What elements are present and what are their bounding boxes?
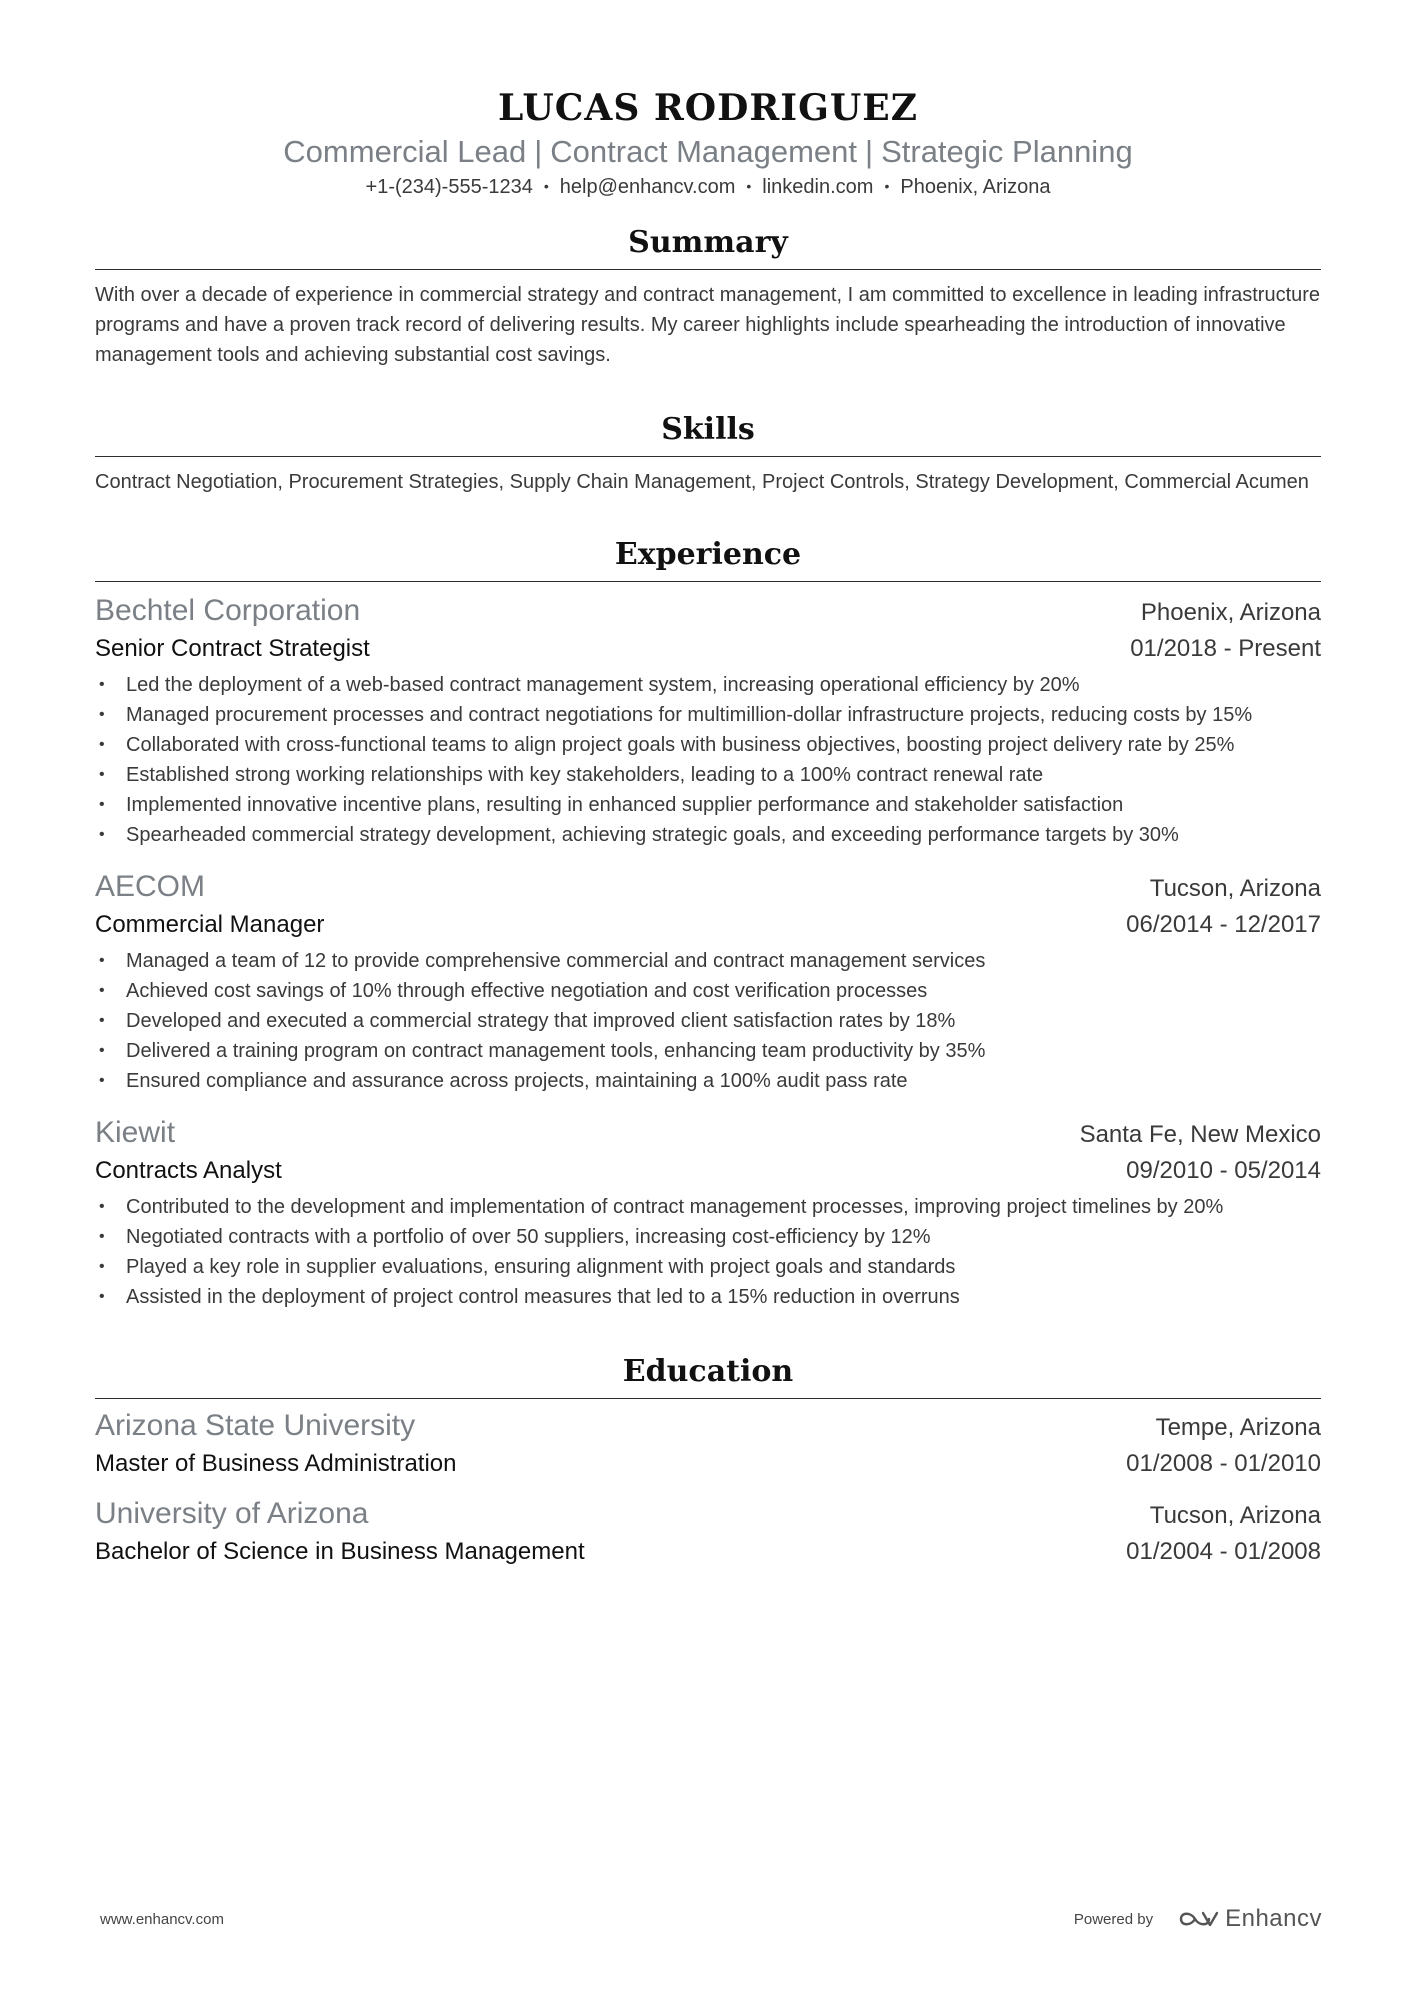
enhancv-logo[interactable]: [1179, 1905, 1322, 1933]
contact-phone[interactable]: +1-(234)-555-1234: [365, 176, 533, 198]
education-dates: 01/2008 - 01/2010: [1126, 1449, 1321, 1477]
entry-subheader-row: [95, 1533, 1321, 1571]
job-location: Tucson, Arizona: [1149, 874, 1321, 902]
school-location: Tempe, Arizona: [1155, 1413, 1321, 1441]
experience-entry: [95, 592, 1321, 850]
education-entry: [95, 1407, 1321, 1483]
achievement-list: [95, 946, 1321, 1096]
contact-linkedin[interactable]: linkedin.com: [762, 176, 874, 198]
enhancv-logo-icon: [1179, 1908, 1219, 1930]
section-title-summary: Summary: [95, 223, 1321, 270]
headline-separator: |: [865, 134, 874, 169]
page-footer: [100, 1905, 1322, 1933]
job-dates: 06/2014 - 12/2017: [1126, 910, 1321, 938]
job-title: Senior Contract Strategist: [95, 634, 370, 662]
entry-subheader-row: [95, 1445, 1321, 1483]
job-title: Commercial Manager: [95, 910, 325, 938]
achievement-list: [95, 1192, 1321, 1312]
contact-separator: •: [746, 177, 752, 194]
achievement-item: • Ensured compliance and assurance across projects, maintaining a 100% audit pass rate: [95, 1066, 1321, 1096]
entry-header-row: [95, 1495, 1321, 1533]
headline-item: Contract Management: [550, 134, 858, 169]
contact-separator: •: [884, 177, 890, 194]
achievement-item: • Assisted in the deployment of project control measures that led to a 15% reduction in overruns: [95, 1282, 1321, 1312]
entry-subheader-row: [95, 906, 1321, 944]
summary-text: With over a decade of experience in commercial strategy and contract management, I am committed to excellence in leading infrastructure programs and have a proven track record of delivering results. My career highlights include spearheading the introduction of innovative management tools and achieving substantial cost savings.: [95, 283, 1321, 366]
resume-header: [95, 0, 1321, 203]
skills-section: [95, 410, 1321, 495]
company-name: Bechtel Corporation: [95, 593, 361, 627]
section-title-education: Education: [95, 1352, 1321, 1399]
experience-entry: [95, 868, 1321, 1096]
entry-subheader-row: [95, 1152, 1321, 1190]
company-name: Kiewit: [95, 1115, 176, 1149]
contact-separator: •: [543, 177, 549, 194]
education-dates: 01/2004 - 01/2008: [1126, 1537, 1321, 1565]
degree-name: Master of Business Administration: [95, 1449, 457, 1477]
summary-section: [95, 223, 1321, 370]
entry-header-row: [95, 1407, 1321, 1445]
headline: [95, 132, 1321, 172]
enhancv-brand-name: Enhancv: [1225, 1905, 1322, 1932]
job-location: Phoenix, Arizona: [1140, 598, 1321, 626]
section-title-skills: Skills: [95, 410, 1321, 457]
achievement-item: • Established strong working relationships with key stakeholders, leading to a 100% contract renewal rate: [95, 760, 1321, 790]
school-name: Arizona State University: [95, 1408, 416, 1442]
section-title-experience: Experience: [95, 535, 1321, 582]
job-title: Contracts Analyst: [95, 1156, 282, 1184]
entry-header-row: [95, 868, 1321, 906]
job-dates: 01/2018 - Present: [1130, 634, 1321, 662]
resume-page: [95, 0, 1321, 1571]
education-entry: [95, 1495, 1321, 1571]
achievement-item: • Developed and executed a commercial strategy that improved client satisfaction rates by 18%: [95, 1006, 1321, 1036]
contact-location: Phoenix, Arizona: [900, 176, 1051, 198]
achievement-item: • Led the deployment of a web-based contract management system, increasing operational efficiency by 20%: [95, 670, 1321, 700]
footer-branding: [1074, 1905, 1322, 1933]
achievement-item: • Negotiated contracts with a portfolio of over 50 suppliers, increasing cost-efficiency by 12%: [95, 1222, 1321, 1252]
powered-by-label: Powered by: [1073, 1910, 1154, 1928]
entry-header-row: [95, 1114, 1321, 1152]
headline-separator: |: [534, 134, 543, 169]
school-name: University of Arizona: [95, 1496, 369, 1530]
achievement-list: [95, 670, 1321, 850]
job-dates: 09/2010 - 05/2014: [1126, 1156, 1321, 1184]
job-location: Santa Fe, New Mexico: [1079, 1120, 1321, 1148]
contact-email[interactable]: help@enhancv.com: [559, 176, 736, 198]
achievement-item: • Collaborated with cross-functional teams to align project goals with business objectives, boosting project delivery rate by 25%: [95, 730, 1321, 760]
skills-text: Contract Negotiation, Procurement Strategies, Supply Chain Management, Project Controls, Strategy Development, Commercial Acumen: [95, 470, 1309, 493]
entry-header-row: [95, 592, 1321, 630]
school-location: Tucson, Arizona: [1149, 1501, 1321, 1529]
degree-name: Bachelor of Science in Business Management: [95, 1537, 585, 1565]
achievement-item: • Managed procurement processes and contract negotiations for multimillion-dollar infrastructure projects, reducing costs by 15%: [95, 700, 1321, 730]
education-section: [95, 1352, 1321, 1571]
achievement-item: • Implemented innovative incentive plans, resulting in enhanced supplier performance and stakeholder satisfaction: [95, 790, 1321, 820]
contact-line: [95, 172, 1321, 203]
achievement-item: • Achieved cost savings of 10% through effective negotiation and cost verification processes: [95, 976, 1321, 1006]
achievement-item: • Managed a team of 12 to provide comprehensive commercial and contract management services: [95, 946, 1321, 976]
headline-item: Strategic Planning: [881, 134, 1133, 169]
experience-entry: [95, 1114, 1321, 1312]
achievement-item: • Delivered a training program on contract management tools, enhancing team productivity by 35%: [95, 1036, 1321, 1066]
footer-url-link[interactable]: www.enhancv.com: [100, 1910, 224, 1928]
company-name: AECOM: [95, 869, 206, 903]
experience-section: [95, 535, 1321, 1312]
achievement-item: • Spearheaded commercial strategy development, achieving strategic goals, and exceeding performance targets by 30%: [95, 820, 1321, 850]
achievement-item: • Played a key role in supplier evaluations, ensuring alignment with project goals and standards: [95, 1252, 1321, 1282]
candidate-name: LUCAS RODRIGUEZ: [498, 87, 918, 129]
entry-subheader-row: [95, 630, 1321, 668]
headline-item: Commercial Lead: [283, 134, 527, 169]
achievement-item: • Contributed to the development and implementation of contract management processes, improving project timelines by 20%: [95, 1192, 1321, 1222]
